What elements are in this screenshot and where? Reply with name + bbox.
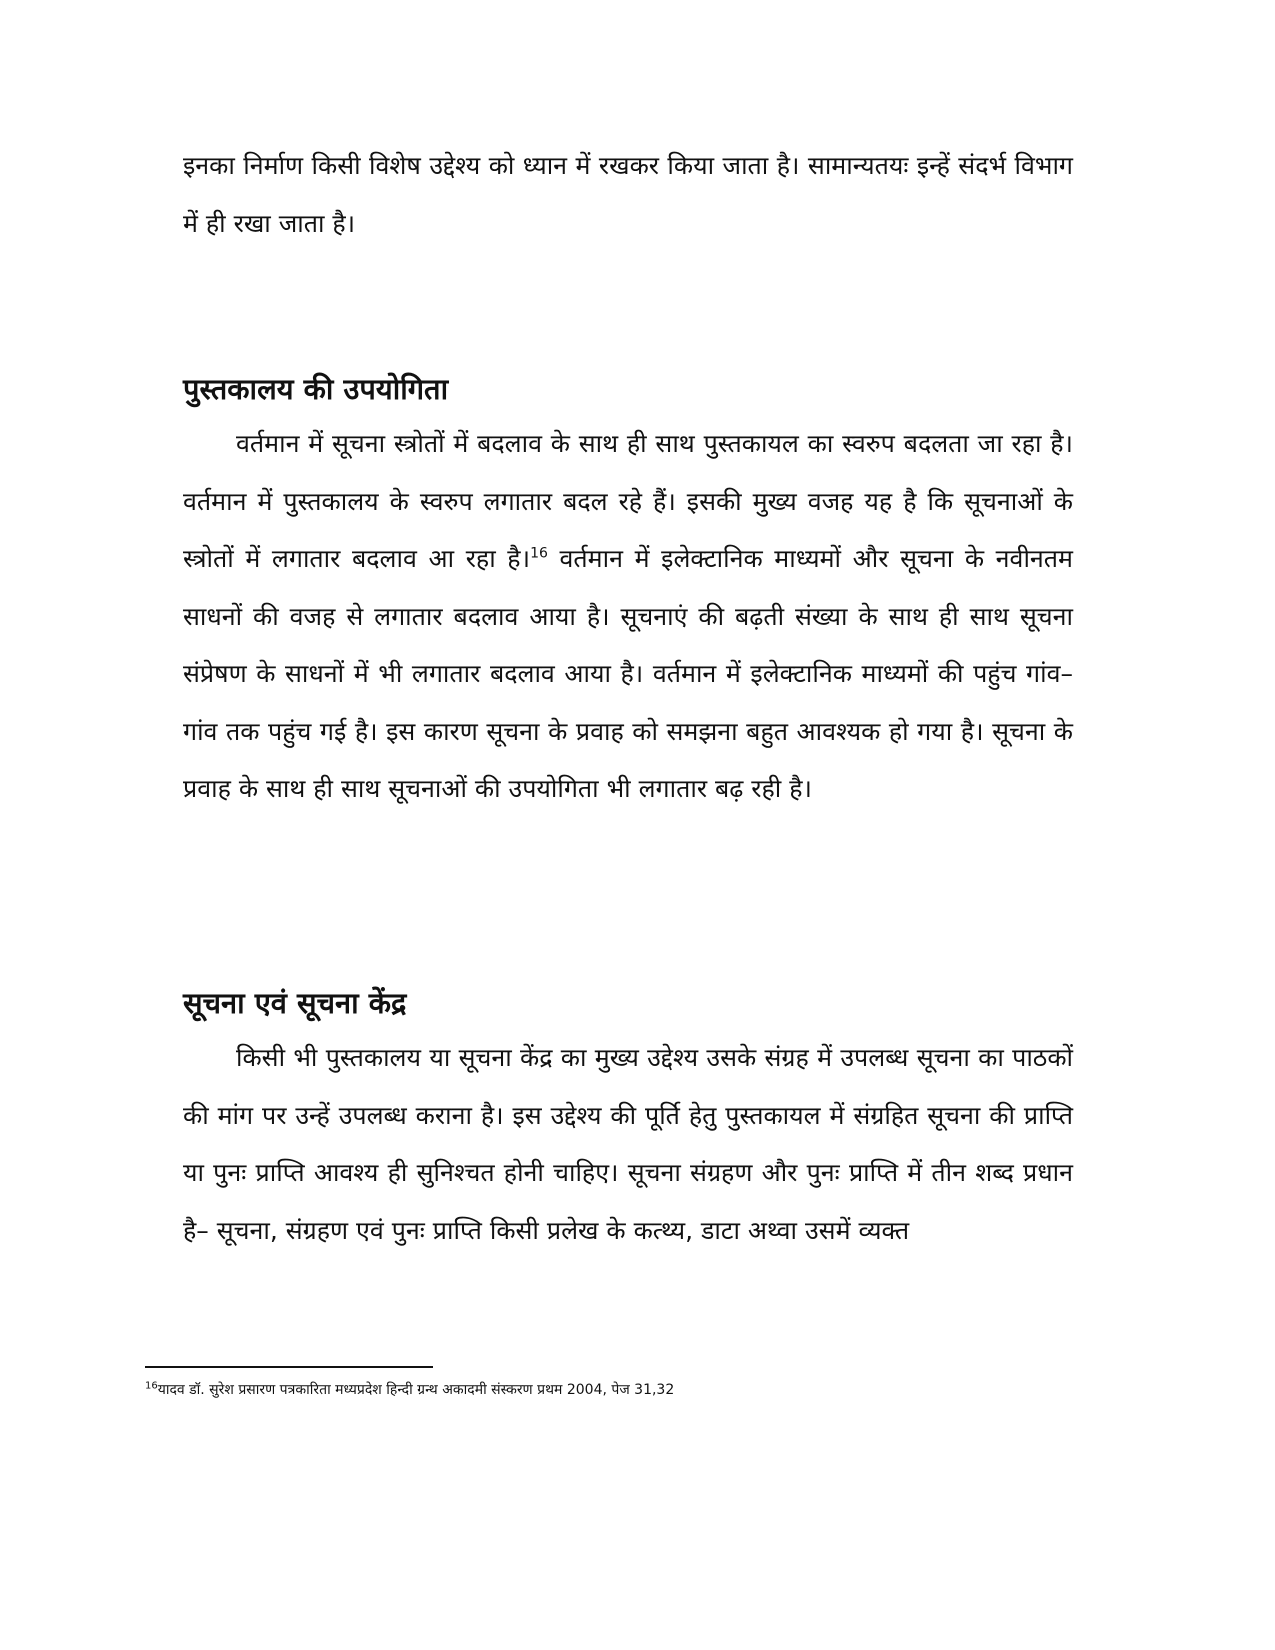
footnote-number: 16 bbox=[145, 1380, 158, 1392]
library-text-after-reference: वर्तमान में इलेक्टानिक माध्यमों और सूचना के नवीनतम साधनों की वजह से लगातार बदलाव आया है। सूचनाएं की बढ़ती संख्या के साथ ही साथ सूचना संप्रेषण के साधनों में भी लगातार बदलाव आया है। वर्तमान में इलेक्टानिक माध्यमों की पहुंच गांव–गांव तक पहुंच गई है। इस कारण सूचना के प्रवाह को समझना बहुत आवश्यक हो गया है। सूचना के प्रवाह के साथ ही साथ सूचनाओं की उपयोगिता भी लगातार बढ़ रही है। bbox=[183, 544, 1073, 803]
footnote bbox=[145, 1378, 674, 1402]
library-text-before-reference: वर्तमान में सूचना स्त्रोतों में बदलाव के साथ ही साथ पुस्तकायल का स्वरुप बदलता जा रहा है। वर्तमान में पुस्तकालय के स्वरुप लगातार बदल रहे हैं। इसकी मुख्य वजह यह है कि सूचनाओं के स्त्रोतों में लगातार बदलाव आ रहा है। bbox=[183, 429, 1073, 573]
section-heading-information-centre: सूचना एवं सूचना केंद्र bbox=[183, 986, 407, 1020]
section-heading-library-utility: पुस्तकालय की उपयोगिता bbox=[183, 372, 449, 406]
library-utility-paragraph bbox=[183, 415, 1073, 818]
footnote-separator bbox=[145, 1366, 433, 1368]
intro-paragraph: इनका निर्माण किसी विशेष उद्देश्य को ध्यान में रखकर किया जाता है। सामान्यतयः इन्हें संदर्भ विभाग में ही रखा जाता है। bbox=[183, 151, 1073, 238]
information-centre-paragraph: किसी भी पुस्तकालय या सूचना केंद्र का मुख्य उद्देश्य उसके संग्रह में उपलब्ध सूचना का पाठकों की मांग पर उन्हें उपलब्ध कराना है। इस उद्देश्य की पूर्ति हेतु पुस्तकायल में संग्रहित सूचना की प्राप्ति या पुनः प्राप्ति आवश्य ही सुनिश्चत होनी चाहिए। सूचना संग्रहण और पुनः प्राप्ति में तीन शब्द प्रधान है– सूचना, संग्रहण एवं पुनः प्राप्ति किसी प्रलेख के कत्थ्य, डाटा अथ्वा उसमें व्यक्त bbox=[183, 1043, 1073, 1245]
footnote-reference-16[interactable]: 16 bbox=[530, 545, 548, 562]
footnote-text: यादव डॉ. सुरेश प्रसारण पत्रकारिता मध्यप्रदेश हिन्दी ग्रन्थ अकादमी संस्करण प्रथम 2004, पेज 31,32 bbox=[157, 1382, 675, 1398]
